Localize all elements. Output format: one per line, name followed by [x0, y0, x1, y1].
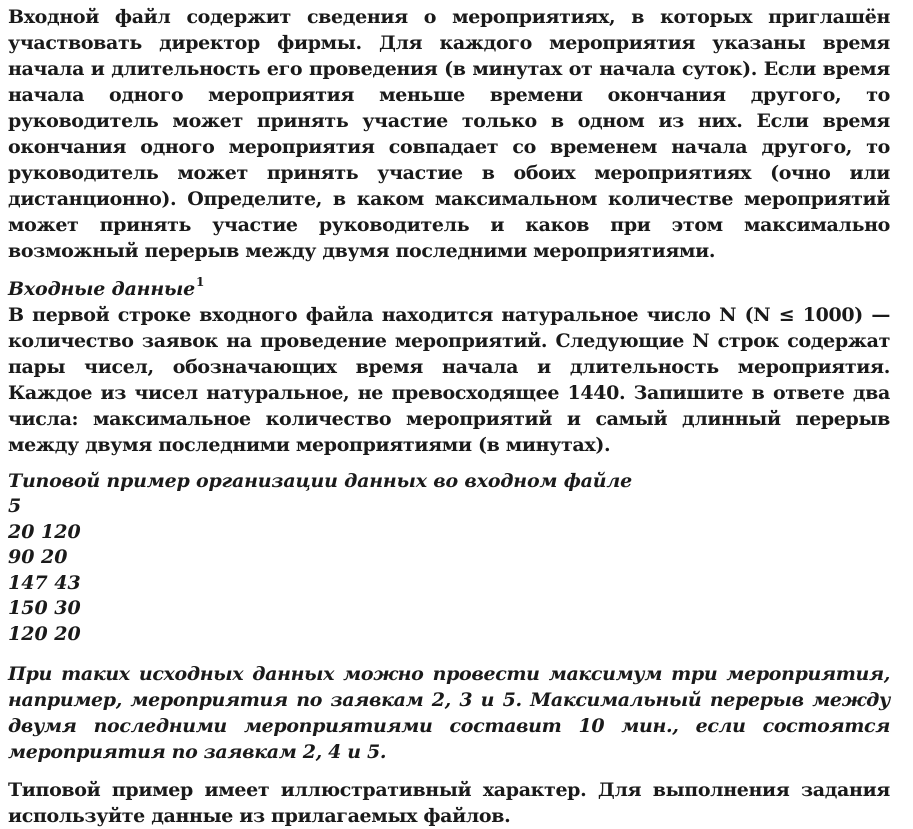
example-explanation: При таких исходных данных можно провести максимум три мероприятия, например, мероприятия по заявкам 2, 3 и 5. Максимальный перерыв между двумя последними мероприятиями составит 10 мин., если состоятся мероприятия по заявкам 2, 4 и 5.	[8, 663, 890, 763]
input-description: В первой строке входного файла находится натуральное число N (N ≤ 1000) — количество заявок на проведение мероприятий. Следующие N строк содержат пары чисел, обозначающих время начала и длительность мероприятия. Каждое из чисел натуральное, не превосходящее 1440. Запишите в ответе два числа: максимальное количество мероприятий и самый длинный перерыв между двумя последними мероприятиями (в минутах).	[8, 304, 890, 456]
input-heading-text: Входные данные	[8, 278, 196, 300]
example-line: 20 120	[8, 520, 81, 543]
example-line: 5	[8, 495, 22, 517]
example-heading: Типовой пример организации данных во входном файле	[8, 470, 632, 492]
example-line: 120 20	[8, 622, 81, 645]
illustrative-note: Типовой пример имеет иллюстративный характер. Для выполнения задания используйте данные из прилагаемых файлов.	[8, 779, 890, 827]
example-line: 150 30	[8, 597, 81, 619]
example-line: 147 43	[8, 571, 81, 594]
input-heading	[8, 276, 890, 302]
footnote-mark: 1	[196, 274, 205, 289]
task-statement: Входной файл содержит сведения о мероприятиях, в которых приглашён участвовать директор фирмы. Для каждого мероприятия указаны время начала и длительность его проведения (в минутах от начала суток). Если время начала одного мероприятия меньше времени окончания другого, то руководитель может принять участие только в одном из них. Если время окончания одного мероприятия совпадает со временем начала другого, то руководитель может принять участие в обоих мероприятиях (очно или дистанционно). Определите, в каком максимальном количестве мероприятий может принять участие руководитель и каков при этом максимально возможный перерыв между двумя последними мероприятиями.	[8, 6, 890, 262]
example-data-lines	[8, 494, 890, 647]
task-page	[8, 4, 890, 829]
example-line: 90 20	[8, 546, 68, 568]
